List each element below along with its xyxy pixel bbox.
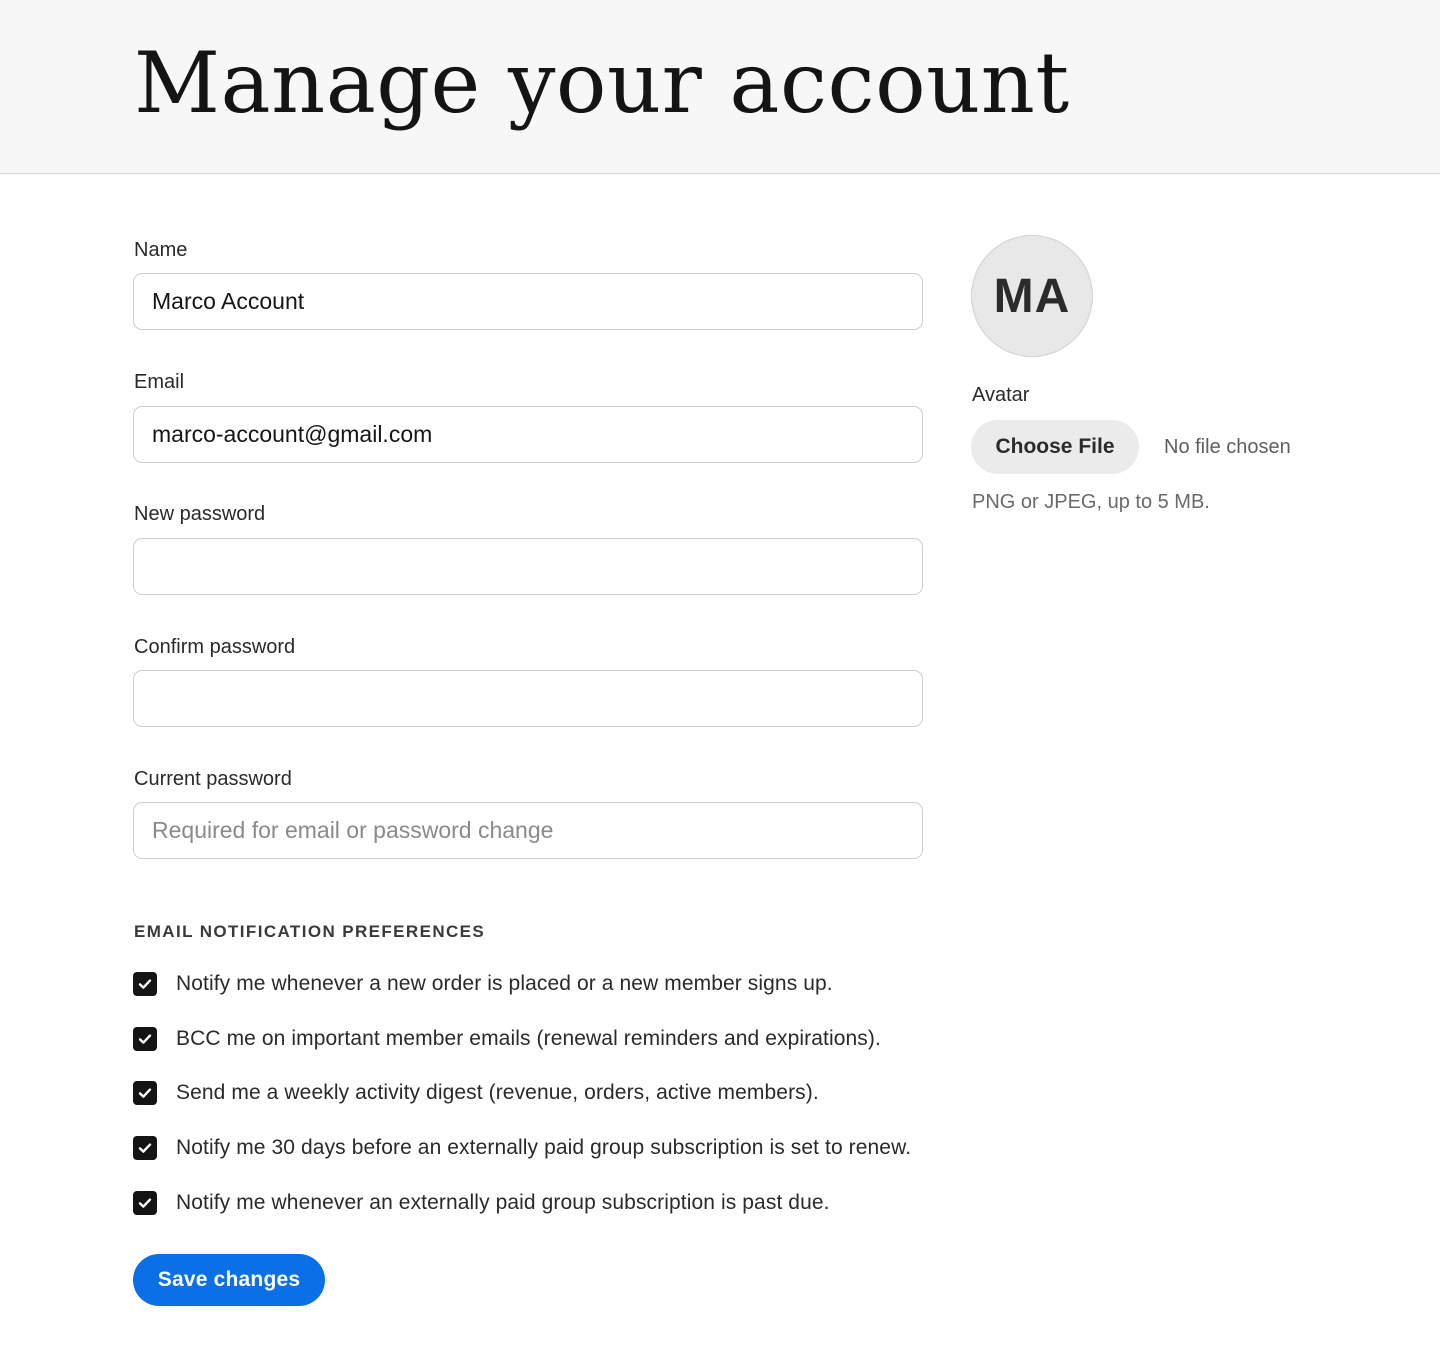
avatar-label: Avatar (972, 384, 1030, 406)
pref-label: Notify me 30 days before an externally paid group subscription is set to renew. (176, 1136, 912, 1159)
pref-renewal-notice[interactable] (133, 1133, 911, 1163)
pref-label: Notify me whenever a new order is placed or a new member signs up. (176, 972, 833, 995)
current-password-label: Current password (134, 768, 292, 790)
page-header (0, 0, 1440, 174)
email-input[interactable] (133, 406, 923, 463)
pref-new-order[interactable] (133, 969, 833, 999)
checkbox-checked-icon[interactable] (133, 1027, 157, 1051)
checkbox-checked-icon[interactable] (133, 1191, 157, 1215)
avatar-initials: MA (993, 269, 1071, 323)
pref-label: Notify me whenever an externally paid group subscription is past due. (176, 1191, 830, 1214)
checkmark-icon (137, 976, 153, 992)
current-password-input[interactable] (133, 802, 923, 859)
file-status: No file chosen (1164, 436, 1291, 458)
checkbox-checked-icon[interactable] (133, 972, 157, 996)
section-heading: EMAIL NOTIFICATION PREFERENCES (134, 922, 486, 941)
choose-file-button[interactable]: Choose File (971, 420, 1139, 474)
pref-label: Send me a weekly activity digest (revenue, orders, active members). (176, 1081, 819, 1104)
email-label: Email (134, 371, 185, 393)
save-changes-button[interactable]: Save changes (133, 1254, 325, 1306)
confirm-password-label: Confirm password (134, 636, 296, 658)
pref-past-due[interactable] (133, 1188, 830, 1218)
checkmark-icon (137, 1031, 153, 1047)
file-hint: PNG or JPEG, up to 5 MB. (972, 491, 1210, 513)
pref-bcc-member-emails[interactable] (133, 1024, 881, 1054)
checkbox-checked-icon[interactable] (133, 1081, 157, 1105)
confirm-password-input[interactable] (133, 670, 923, 727)
page-title: Manage your account (134, 34, 1070, 132)
new-password-input[interactable] (133, 538, 923, 595)
checkmark-icon (137, 1195, 153, 1211)
checkmark-icon (137, 1085, 153, 1101)
name-label: Name (134, 239, 188, 261)
new-password-label: New password (134, 503, 266, 525)
checkmark-icon (137, 1140, 153, 1156)
checkbox-checked-icon[interactable] (133, 1136, 157, 1160)
pref-weekly-digest[interactable] (133, 1078, 819, 1108)
pref-label: BCC me on important member emails (renewal reminders and expirations). (176, 1027, 881, 1050)
avatar (971, 235, 1093, 357)
name-input[interactable] (133, 273, 923, 330)
